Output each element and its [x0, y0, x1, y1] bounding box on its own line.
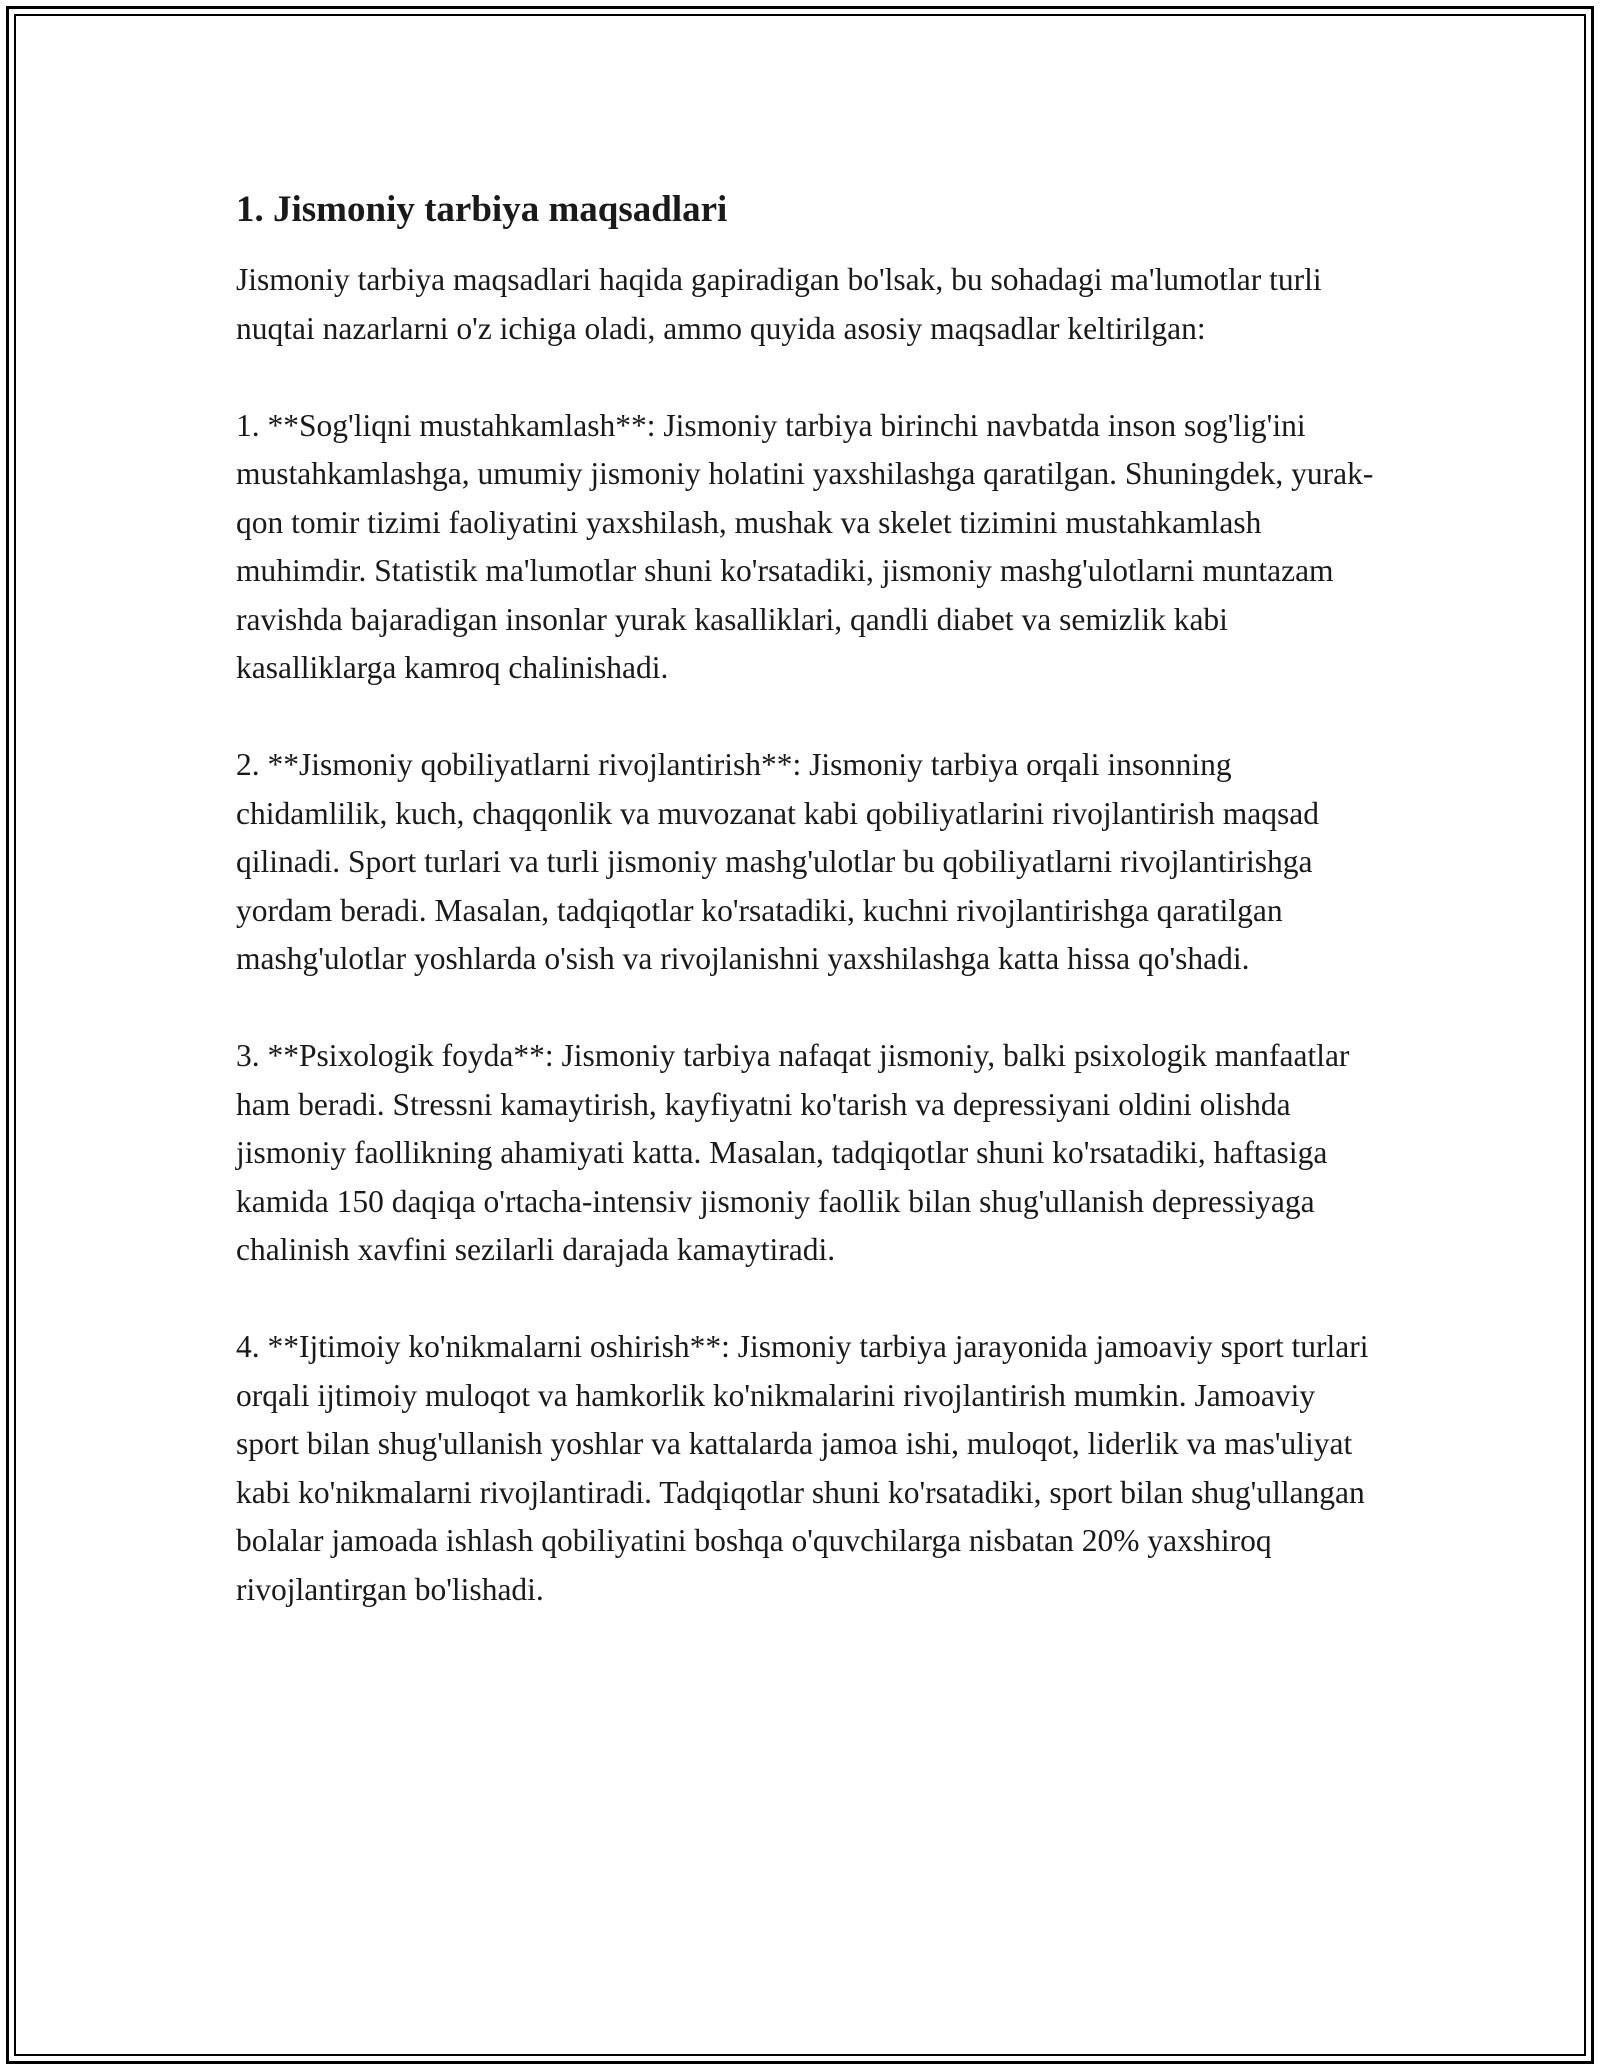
intro-paragraph: Jismoniy tarbiya maqsadlari haqida gapiradigan bo'lsak, bu sohadagi ma'lumotlar turli nuqtai nazarlarni o'z ichiga oladi, ammo quyida asosiy maqsadlar keltirilgan:	[236, 262, 1322, 346]
document-title: 1. Jismoniy tarbiya maqsadlari	[236, 189, 728, 230]
paragraph-health: 1. **Sog'liqni mustahkamlash**: Jismoniy tarbiya birinchi navbatda inson sog'lig'ini mustahkamlashga, umumiy jismoniy holatini yaxshilashga qaratilgan. Shuningdek, yurak-qon tomir tizimi faoliyatini yaxshilash, mushak va skelet tizimini mustahkamlash muhimdir. Statistik ma'lumotlar shuni ko'rsatadiki, jismoniy mashg'ulotlarni muntazam ravishda bajaradigan insonlar yurak kasalliklari, qandli diabet va semizlik kabi kasalliklarga kamroq chalinishadi.	[236, 407, 1374, 685]
paragraph-psychological-benefit: 3. **Psixologik foyda**: Jismoniy tarbiya nafaqat jismoniy, balki psixologik manfaatlar ham beradi. Stressni kamaytirish, kayfiyatni ko'tarish va depressiyani oldini olishda jismoniy faollikning ahamiyati katta. Masalan, tadqiqotlar shuni ko'rsatadiki, haftasiga kamida 150 daqiqa o'rtacha-intensiv jismoniy faollik bilan shug'ullanish depressiyaga chalinish xavfini sezilarli darajada kamaytiradi.	[236, 1038, 1350, 1267]
document-body	[236, 186, 1376, 1663]
paragraph-physical-abilities: 2. **Jismoniy qobiliyatlarni rivojlantirish**: Jismoniy tarbiya orqali insonning chidamlilik, kuch, chaqqonlik va muvozanat kabi qobiliyatlarini rivojlantirish maqsad qilinadi. Sport turlari va turli jismoniy mashg'ulotlar bu qobiliyatlarni rivojlantirishga yordam beradi. Masalan, tadqiqotlar ko'rsatadiki, kuchni rivojlantirishga qaratilgan mashg'ulotlar yoshlarda o'sish va rivojlanishni yaxshilashga katta hissa qo'shadi.	[236, 747, 1319, 976]
paragraph-social-skills: 4. **Ijtimoiy ko'nikmalarni oshirish**: Jismoniy tarbiya jarayonida jamoaviy sport turlari orqali ijtimoiy muloqot va hamkorlik ko'nikmalarini rivojlantirish mumkin. Jamoaviy sport bilan shug'ullanish yoshlar va kattalarda jamoa ishi, muloqot, liderlik va mas'uliyat kabi ko'nikmalarni rivojlantiradi. Tadqiqotlar shuni ko'rsatadiki, sport bilan shug'ullangan bolalar jamoada ishlash qobiliyatini boshqa o'quvchilarga nisbatan 20% yaxshiroq rivojlantirgan bo'lishadi.	[236, 1329, 1369, 1607]
